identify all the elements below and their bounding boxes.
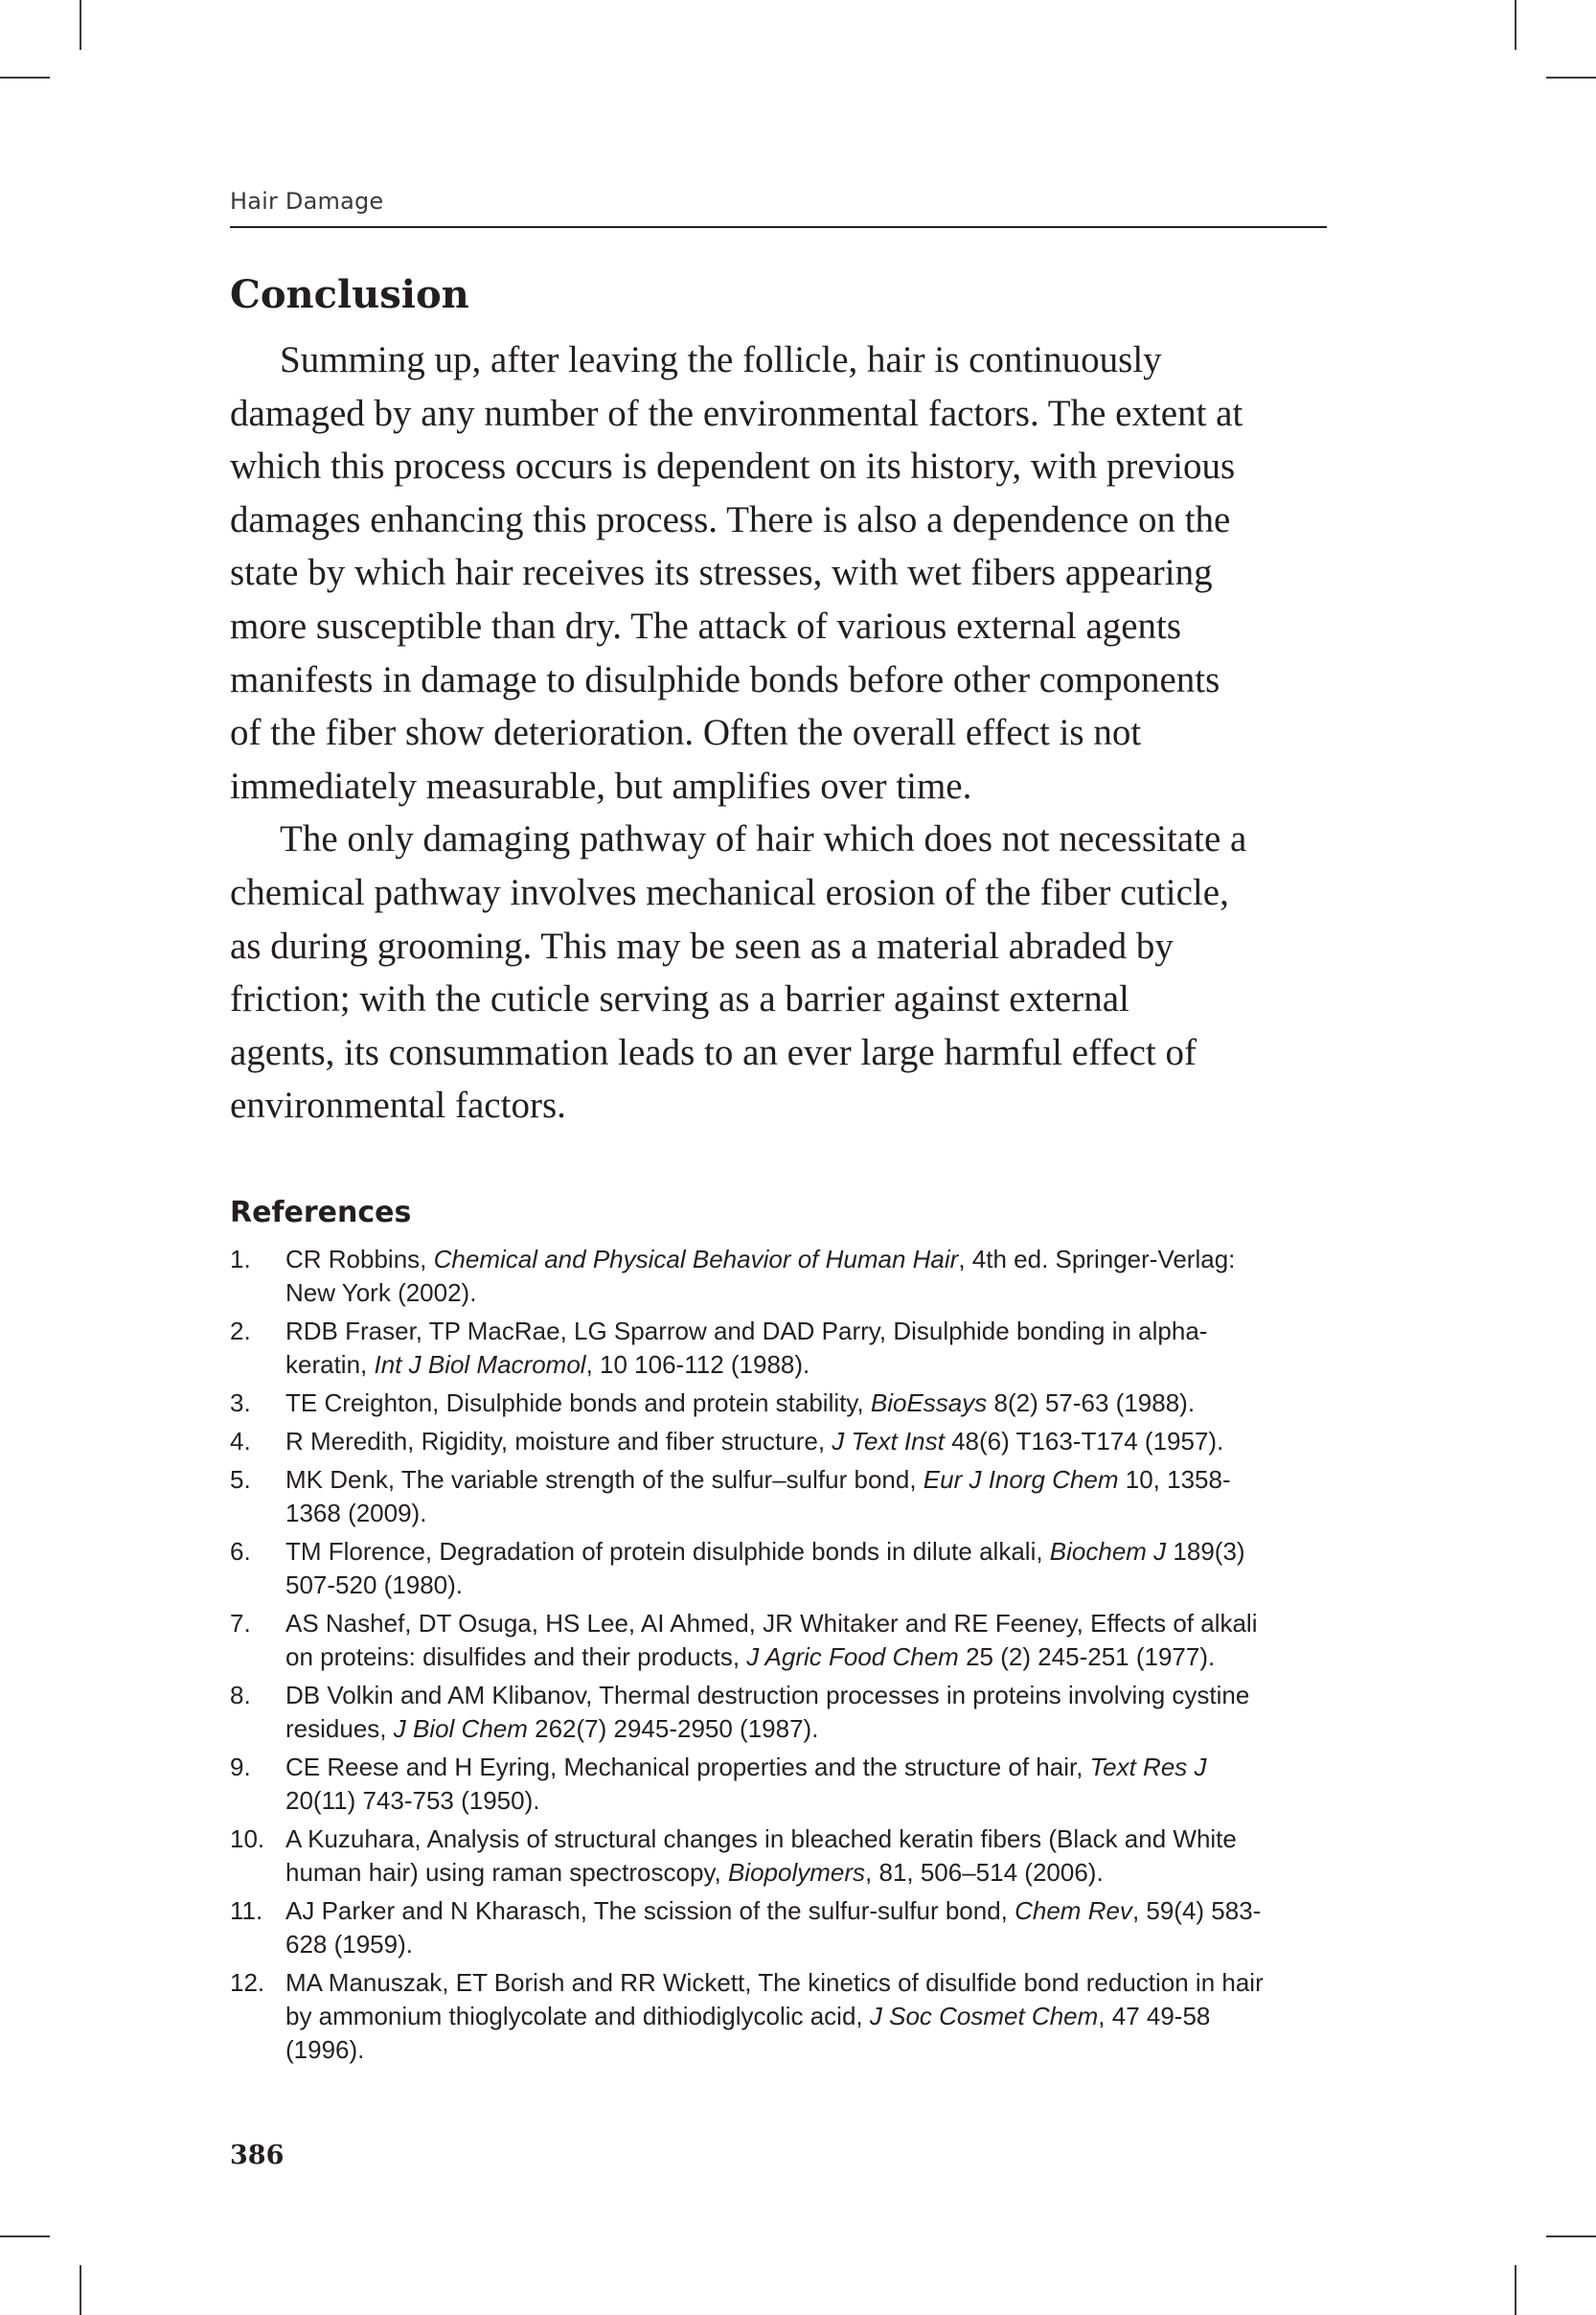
reference-number: 9.: [230, 1753, 251, 1781]
reference-text: 1368 (2009).: [285, 1499, 427, 1527]
reference-text: 262(7) 2945-2950 (1987).: [527, 1714, 819, 1743]
reference-text: 48(6) T163-T174 (1957).: [944, 1427, 1224, 1455]
reference-text: residues,: [285, 1714, 394, 1743]
reference-line: [285, 1535, 1332, 1569]
crop-mark: [0, 2235, 50, 2237]
crop-mark: [1515, 0, 1516, 50]
reference-item: [230, 1535, 1332, 1602]
reference-number: 4.: [230, 1427, 251, 1455]
section-title: Conclusion: [230, 272, 469, 317]
reference-text: CR Robbins,: [285, 1245, 434, 1273]
crop-mark: [80, 2265, 81, 2315]
journal-title: J Soc Cosmet Chem: [869, 2002, 1099, 2030]
reference-text: AJ Parker and N Kharasch, The scission of the sulfur-sulfur bond,: [285, 1896, 1015, 1925]
reference-item: [230, 1243, 1332, 1310]
page-number: 386: [230, 2141, 285, 2170]
reference-line: [285, 1569, 1332, 1602]
reference-text: keratin,: [285, 1350, 375, 1379]
reference-text: , 59(4) 583-: [1131, 1896, 1262, 1925]
reference-line: [285, 1856, 1332, 1890]
reference-line: [285, 2000, 1332, 2033]
reference-text: TM Florence, Degradation of protein disulphide bonds in dilute alkali,: [285, 1537, 1050, 1566]
reference-text: 20(11) 743-753 (1950).: [285, 1786, 540, 1815]
reference-text: , 4th ed. Springer-Verlag:: [958, 1245, 1236, 1273]
reference-text: MA Manuszak, ET Borish and RR Wickett, The kinetics of disulfide bond reduction in hair: [285, 1968, 1264, 1997]
reference-number: 12.: [230, 1968, 265, 1997]
reference-text: 189(3): [1166, 1537, 1245, 1566]
text-line: damages enhancing this process. There is also a dependence on the: [230, 498, 1231, 540]
reference-line: [285, 1894, 1332, 1928]
text-line: state by which hair receives its stresses, with wet fibers appearing: [230, 552, 1213, 594]
reference-item: [230, 1894, 1332, 1961]
reference-item: [230, 1425, 1332, 1458]
journal-title: BioEssays: [870, 1388, 988, 1417]
reference-number: 3.: [230, 1388, 251, 1417]
reference-line: [285, 1751, 1332, 1784]
references-title: References: [230, 1196, 412, 1229]
reference-line: [285, 1679, 1332, 1712]
reference-number: 2.: [230, 1317, 251, 1345]
reference-item: [230, 1966, 1332, 2067]
text-line: immediately measurable, but amplifies over time.: [230, 765, 972, 807]
reference-line: [285, 1348, 1332, 1382]
reference-text: RDB Fraser, TP MacRae, LG Sparrow and DAD Parry, Disulphide bonding in alpha-: [285, 1317, 1208, 1345]
reference-text: 25 (2) 245-251 (1977).: [958, 1642, 1216, 1671]
reference-line: [285, 1315, 1332, 1348]
reference-item: [230, 1607, 1332, 1674]
journal-title: J Text Inst: [832, 1427, 945, 1455]
reference-text: TE Creighton, Disulphide bonds and protein stability,: [285, 1388, 871, 1417]
reference-number: 1.: [230, 1245, 251, 1273]
text-line: agents, its consummation leads to an ever large harmful effect of: [230, 1031, 1197, 1073]
text-line: The only damaging pathway of hair which does not necessitate a: [280, 818, 1247, 860]
reference-text: on proteins: disulfides and their products,: [285, 1642, 747, 1671]
reference-text: , 81, 506–514 (2006).: [865, 1858, 1104, 1887]
reference-number: 5.: [230, 1465, 251, 1494]
crop-mark: [80, 0, 81, 50]
reference-line: [285, 1243, 1332, 1276]
crop-mark: [1546, 2235, 1596, 2237]
reference-item: [230, 1679, 1332, 1746]
reference-item: [230, 1822, 1332, 1890]
reference-line: [285, 1966, 1332, 2000]
reference-line: [285, 1276, 1332, 1310]
journal-title: Biopolymers: [727, 1858, 866, 1887]
reference-line: [285, 1387, 1332, 1420]
reference-number: 8.: [230, 1681, 251, 1709]
text-line: as during grooming. This may be seen as a material abraded by: [230, 925, 1174, 967]
reference-text: , 47 49-58: [1098, 2002, 1211, 2030]
reference-line: [285, 1607, 1332, 1640]
reference-number: 7.: [230, 1609, 251, 1638]
crop-mark: [1546, 77, 1596, 79]
reference-item: [230, 1463, 1332, 1530]
reference-item: [230, 1315, 1332, 1382]
reference-text: DB Volkin and AM Klibanov, Thermal destruction processes in proteins involving cystine: [285, 1681, 1250, 1709]
journal-title: J Agric Food Chem: [746, 1642, 959, 1671]
reference-text: New York (2002).: [285, 1278, 477, 1307]
reference-number: 6.: [230, 1537, 251, 1566]
reference-text: A Kuzuhara, Analysis of structural changes in bleached keratin fibers (Black and White: [285, 1824, 1237, 1853]
reference-text: 628 (1959).: [285, 1930, 413, 1959]
journal-title: Eur J Inorg Chem: [923, 1465, 1119, 1494]
reference-text: by ammonium thioglycolate and dithiodiglycolic acid,: [285, 2002, 870, 2030]
conclusion-body: [230, 333, 1341, 1133]
journal-title: J Biol Chem: [393, 1714, 528, 1743]
reference-item: [230, 1387, 1332, 1420]
text-line: more susceptible than dry. The attack of various external agents: [230, 605, 1182, 647]
paragraph: [230, 813, 1341, 1133]
journal-title: Chem Rev: [1015, 1896, 1132, 1925]
text-line: of the fiber show deterioration. Often the overall effect is not: [230, 712, 1142, 754]
reference-line: [285, 2033, 1332, 2067]
text-line: damaged by any number of the environmental factors. The extent at: [230, 392, 1243, 434]
text-line: which this process occurs is dependent on its history, with previous: [230, 446, 1236, 488]
reference-line: [285, 1425, 1332, 1458]
reference-text: 507-520 (1980).: [285, 1570, 464, 1599]
journal-title: Int J Biol Macromol: [374, 1350, 586, 1379]
paragraph: [230, 333, 1341, 813]
reference-text: R Meredith, Rigidity, moisture and fiber structure,: [285, 1427, 832, 1455]
reference-line: [285, 1463, 1332, 1497]
running-head: Hair Damage: [230, 188, 384, 215]
reference-text: human hair) using raman spectroscopy,: [285, 1858, 728, 1887]
reference-text: MK Denk, The variable strength of the sulfur–sulfur bond,: [285, 1465, 923, 1494]
text-line: manifests in damage to disulphide bonds before other components: [230, 658, 1220, 700]
reference-text: (1996).: [285, 2035, 365, 2064]
reference-text: CE Reese and H Eyring, Mechanical properties and the structure of hair,: [285, 1753, 1090, 1781]
reference-line: [285, 1712, 1332, 1746]
header-rule: [230, 226, 1327, 228]
reference-list: [230, 1243, 1332, 2072]
text-line: Summing up, after leaving the follicle, hair is continuously: [280, 339, 1162, 380]
reference-line: [285, 1928, 1332, 1961]
reference-number: 10.: [230, 1824, 265, 1853]
reference-text: AS Nashef, DT Osuga, HS Lee, AI Ahmed, JR Whitaker and RE Feeney, Effects of alkali: [285, 1609, 1258, 1638]
crop-mark: [0, 77, 50, 79]
reference-item: [230, 1751, 1332, 1818]
text-line: environmental factors.: [230, 1085, 566, 1127]
reference-text: 8(2) 57-63 (1988).: [987, 1388, 1196, 1417]
text-line: friction; with the cuticle serving as a barrier against external: [230, 978, 1129, 1020]
reference-line: [285, 1822, 1332, 1856]
reference-line: [285, 1497, 1332, 1530]
reference-text: 10, 1358-: [1118, 1465, 1231, 1494]
reference-line: [285, 1784, 1332, 1818]
journal-title: Chemical and Physical Behavior of Human Hair: [433, 1245, 959, 1273]
reference-line: [285, 1640, 1332, 1674]
reference-number: 11.: [230, 1896, 263, 1925]
crop-mark: [1515, 2265, 1516, 2315]
text-line: chemical pathway involves mechanical erosion of the fiber cuticle,: [230, 871, 1229, 913]
journal-title: Text Res J: [1089, 1753, 1207, 1781]
journal-title: Biochem J: [1049, 1537, 1167, 1566]
reference-text: , 10 106-112 (1988).: [585, 1350, 810, 1379]
